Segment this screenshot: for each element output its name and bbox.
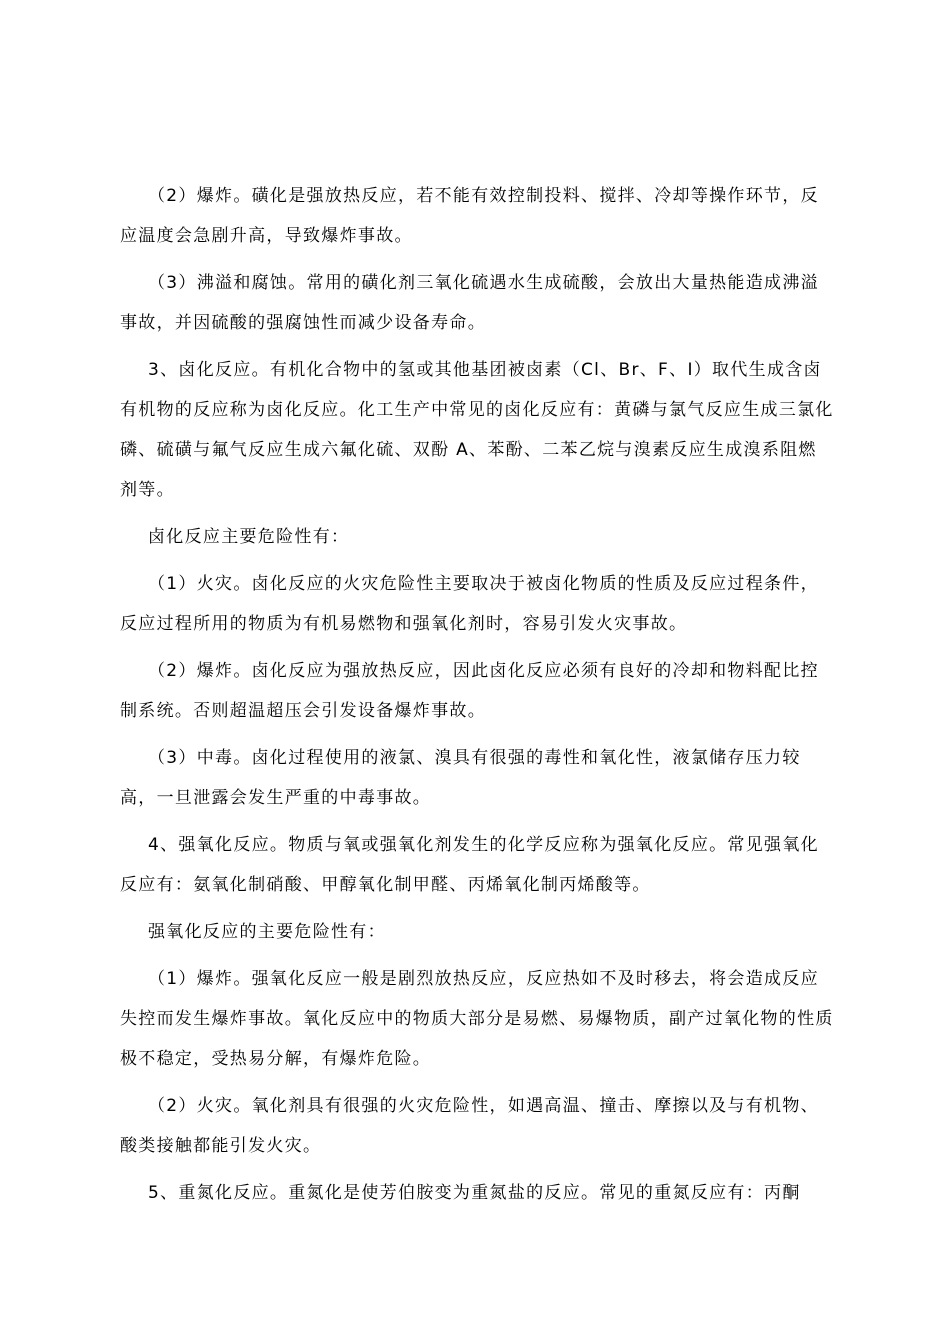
- paragraph-oxidation-fire: （2）火灾。氧化剂具有很强的火灾危险性，如遇高温、撞击、摩擦以及与有机物、酸类接触都能引发火灾。: [120, 1096, 819, 1156]
- document-page: [120, 176, 834, 1220]
- paragraph-halogenation-explosion: （2）爆炸。卤化反应为强放热反应，因此卤化反应必须有良好的冷却和物料配比控制系统。否则超温超压会引发设备爆炸事故。: [120, 661, 819, 721]
- paragraph-oxidation-intro: 4、强氧化反应。物质与氧或强氧化剂发生的化学反应称为强氧化反应。常见强氧化反应有：氨氧化制硝酸、甲醇氧化制甲醛、丙烯氧化制丙烯酸等。: [120, 835, 819, 895]
- paragraph-sulfonation-boilover: （3）沸溢和腐蚀。常用的磺化剂三氧化硫遇水生成硫酸，会放出大量热能造成沸溢事故，并因硫酸的强腐蚀性而减少设备寿命。: [120, 273, 819, 333]
- paragraph-halogenation-hazards-heading: 卤化反应主要危险性有：: [148, 527, 350, 547]
- paragraph-halogenation-intro: 3、卤化反应。有机化合物中的氢或其他基团被卤素（Cl、Br、F、I）取代生成含卤有机物的反应称为卤化反应。化工生产中常见的卤化反应有：黄磷与氯气反应生成三氯化磷、硫磺与氟气反应生成六氟化硫、双酚 A、苯酚、二苯乙烷与溴素反应生成溴系阻燃剂等。: [120, 360, 834, 500]
- paragraph-oxidation-hazards-heading: 强氧化反应的主要危险性有：: [148, 922, 386, 942]
- paragraph-oxidation-explosion: （1）爆炸。强氧化反应一般是剧烈放热反应，反应热如不及时移去，将会造成反应失控而发生爆炸事故。氧化反应中的物质大部分是易燃、易爆物质，副产过氧化物的性质极不稳定，受热易分解，有爆炸危险。: [120, 969, 834, 1069]
- paragraph-diazotization-intro: 5、重氮化反应。重氮化是使芳伯胺变为重氮盐的反应。常见的重氮反应有：丙酮: [148, 1183, 801, 1203]
- paragraph-sulfonation-explosion: （2）爆炸。磺化是强放热反应，若不能有效控制投料、搅拌、冷却等操作环节，反应温度会急剧升高，导致爆炸事故。: [120, 186, 819, 246]
- paragraph-halogenation-poisoning: （3）中毒。卤化过程使用的液氯、溴具有很强的毒性和氧化性，液氯储存压力较高，一旦泄露会发生严重的中毒事故。: [120, 748, 801, 808]
- paragraph-halogenation-fire: （1）火灾。卤化反应的火灾危险性主要取决于被卤化物质的性质及反应过程条件，反应过程所用的物质为有机易燃物和强氧化剂时，容易引发火灾事故。: [120, 574, 819, 634]
